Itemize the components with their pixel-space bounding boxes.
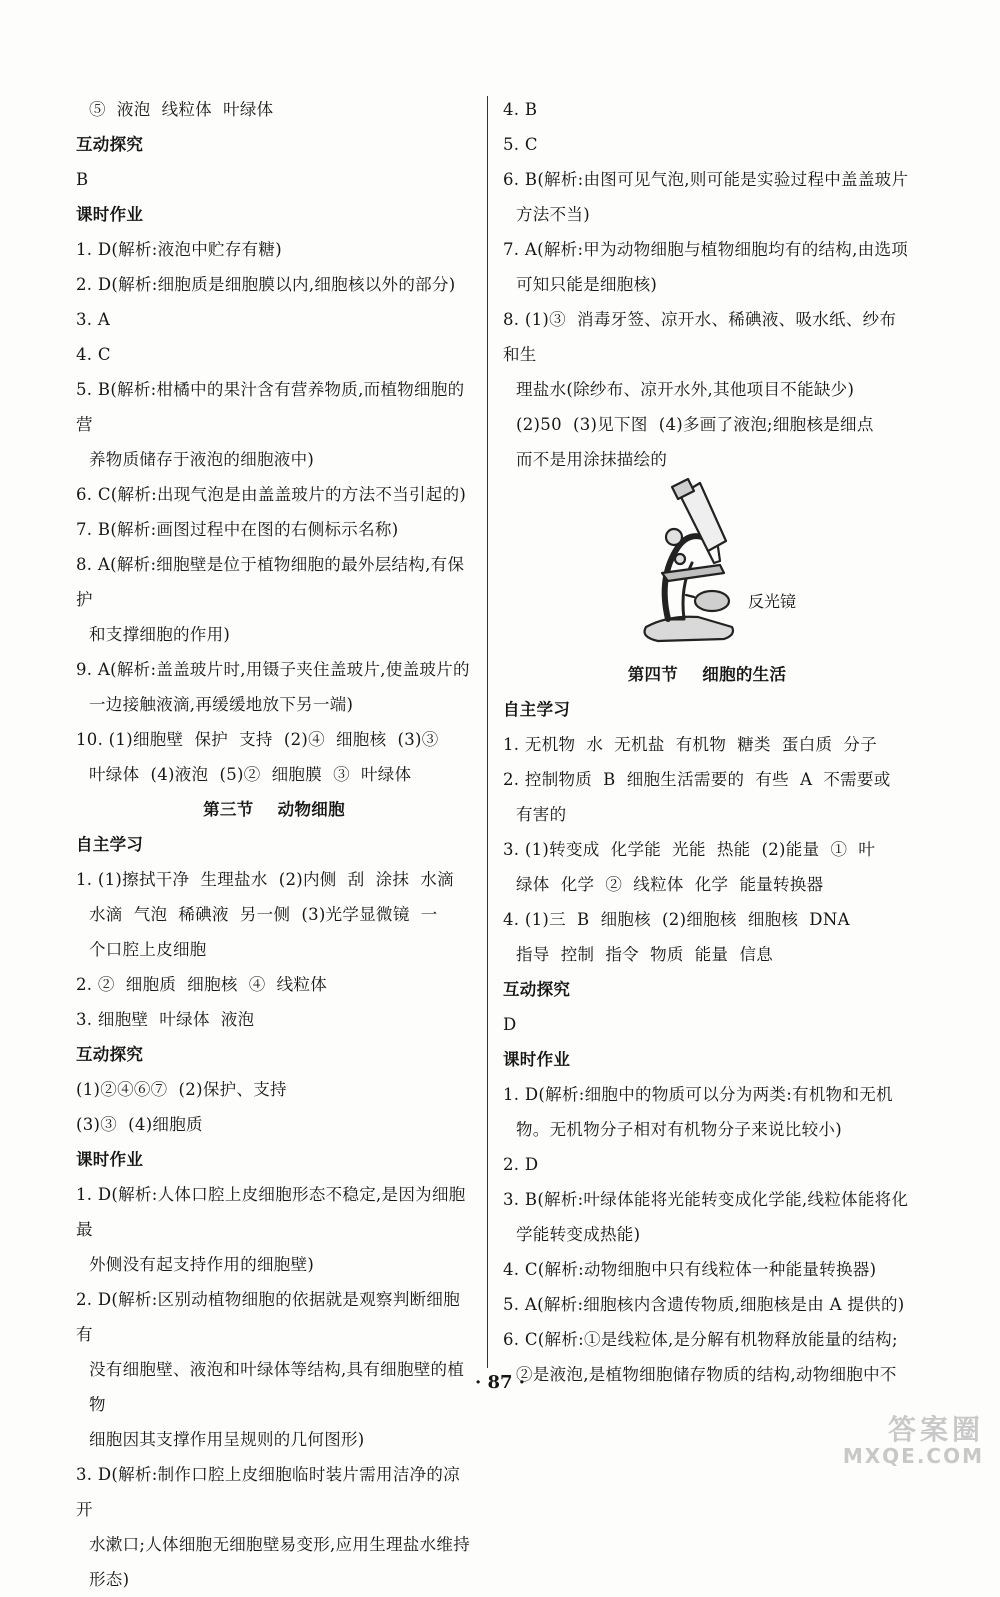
answer-line: 3. 细胞壁 叶绿体 液泡 <box>76 1010 255 1029</box>
page-number: · 87 · <box>474 1372 526 1393</box>
answer-line: 6. C(解析:①是线粒体,是分解有机物释放能量的结构; <box>503 1330 898 1349</box>
answer-line: 绿体 化学 ② 线粒体 化学 能量转换器 <box>516 875 824 894</box>
answer-line: 8. A(解析:细胞壁是位于植物细胞的最外层结构,有保护 <box>76 555 465 609</box>
answer-line: 4. C(解析:动物细胞中只有线粒体一种能量转换器) <box>503 1260 877 1279</box>
answer-line: 互动探究 <box>503 980 571 999</box>
answer-line: ②是液泡,是植物细胞储存物质的结构,动物细胞中不 <box>516 1365 897 1384</box>
answer-line: 5. B(解析:柑橘中的果汁含有营养物质,而植物细胞的营 <box>76 380 465 434</box>
answer-line: 课时作业 <box>76 1150 144 1169</box>
answer-line: 1. 无机物 水 无机盐 有机物 糖类 蛋白质 分子 <box>503 735 878 754</box>
answer-line: 6. C(解析:出现气泡是由盖盖玻片的方法不当引起的) <box>76 485 467 504</box>
answer-line: 5. C <box>503 135 538 154</box>
answer-line: D <box>503 1015 517 1034</box>
answer-line: 课时作业 <box>76 205 144 224</box>
answer-line: 第三节 动物细胞 <box>203 800 345 819</box>
answer-line: 10. (1)细胞壁 保护 支持 (2)④ 细胞核 (3)③ <box>76 730 439 749</box>
right-column <box>503 92 911 1392</box>
right-column-bottom <box>503 657 911 1392</box>
answer-line: 1. D(解析:液泡中贮存有糖) <box>76 240 282 259</box>
answer-line: 外侧没有起支持作用的细胞壁) <box>89 1255 315 1274</box>
answer-line: 和支撑细胞的作用) <box>89 625 231 644</box>
answer-line: 7. A(解析:甲为动物细胞与植物细胞均有的结构,由选项 <box>503 240 909 259</box>
answer-line: 指导 控制 指令 物质 能量 信息 <box>516 945 774 964</box>
answer-line: 6. B(解析:由图可见气泡,则可能是实验过程中盖盖玻片 <box>503 170 909 189</box>
answer-line: 9. A(解析:盖盖玻片时,用镊子夹住盖玻片,使盖玻片的 <box>76 660 470 679</box>
answer-line: 2. 控制物质 B 细胞生活需要的 有些 A 不需要或 <box>503 770 891 789</box>
answer-line: 没有细胞壁、液泡和叶绿体等结构,具有细胞壁的植物 <box>89 1360 465 1414</box>
answer-line: 2. D(解析:区别动植物细胞的依据就是观察判断细胞有 <box>76 1290 461 1344</box>
answer-line: 1. (1)擦拭干净 生理盐水 (2)内侧 刮 涂抹 水滴 <box>76 870 454 889</box>
column-divider <box>487 96 488 1368</box>
answer-line: B <box>76 170 89 189</box>
answer-line: 水漱口;人体细胞无细胞壁易变形,应用生理盐水维持 <box>89 1535 471 1554</box>
answer-line: 形态) <box>89 1570 130 1589</box>
answer-line: 1. D(解析:细胞中的物质可以分为两类:有机物和无机 <box>503 1085 893 1104</box>
answer-line: 4. (1)三 B 细胞核 (2)细胞核 细胞核 DNA <box>503 910 850 929</box>
answer-line: 第四节 细胞的生活 <box>627 665 787 684</box>
answer-line: 互动探究 <box>76 1045 144 1064</box>
microscope-figure <box>503 477 911 657</box>
answer-line: (3)③ (4)细胞质 <box>76 1115 203 1134</box>
answer-line: 细胞因其支撑作用呈规则的几何图形) <box>89 1430 365 1449</box>
answer-line: (1)②④⑥⑦ (2)保护、支持 <box>76 1080 287 1099</box>
answer-line: 互动探究 <box>76 135 144 154</box>
answer-line: 自主学习 <box>76 835 144 854</box>
watermark <box>812 1402 992 1472</box>
watermark-logo-text: 答案圈 <box>887 1413 984 1446</box>
answer-line: 方法不当) <box>516 205 590 224</box>
answer-line: 1. D(解析:人体口腔上皮细胞形态不稳定,是因为细胞最 <box>76 1185 466 1239</box>
answer-line: 5. A(解析:细胞核内含遗传物质,细胞核是由 A 提供的) <box>503 1295 905 1314</box>
answer-line: 有害的 <box>516 805 567 824</box>
answer-line: 一边接触液滴,再缓缓地放下另一端) <box>89 695 354 714</box>
answer-line: 养物质储存于液泡的细胞液中) <box>89 450 315 469</box>
answer-line: 课时作业 <box>503 1050 571 1069</box>
answer-line: 理盐水(除纱布、凉开水外,其他项目不能缺少) <box>516 380 855 399</box>
answer-line: 4. B <box>503 100 538 119</box>
right-column-top <box>503 92 911 477</box>
answer-line: ⑤ 液泡 线粒体 叶绿体 <box>89 100 274 119</box>
answer-line: 2. D <box>503 1155 539 1174</box>
answer-line: 3. A <box>76 310 111 329</box>
answer-line: 水滴 气泡 稀碘液 另一侧 (3)光学显微镜 一 <box>89 905 438 924</box>
answer-line: 学能转变成热能) <box>516 1225 641 1244</box>
answer-line: 叶绿体 (4)液泡 (5)② 细胞膜 ③ 叶绿体 <box>89 765 412 784</box>
answer-line: 3. (1)转变成 化学能 光能 热能 (2)能量 ① 叶 <box>503 840 876 859</box>
answer-line: 自主学习 <box>503 700 571 719</box>
answer-line: 7. B(解析:画图过程中在图的右侧标示名称) <box>76 520 399 539</box>
answer-line: 2. D(解析:细胞质是细胞膜以内,细胞核以外的部分) <box>76 275 456 294</box>
answer-line: 可知只能是细胞核) <box>516 275 658 294</box>
answer-line: 3. B(解析:叶绿体能将光能转变成化学能,线粒体能将化 <box>503 1190 909 1209</box>
answer-line: 2. ② 细胞质 细胞核 ④ 线粒体 <box>76 975 328 994</box>
answer-line: (2)50 (3)见下图 (4)多画了液泡;细胞核是细点 <box>516 415 874 434</box>
answer-line: 3. D(解析:制作口腔上皮细胞临时装片需用洁净的凉开 <box>76 1465 461 1519</box>
answer-line: 个口腔上皮细胞 <box>89 940 207 959</box>
answer-line: 8. (1)③ 消毒牙签、凉开水、稀碘液、吸水纸、纱布和生 <box>503 310 897 364</box>
microscope-icon <box>628 477 748 657</box>
answer-line: 物。无机物分子相对有机物分子来说比较小) <box>516 1120 842 1139</box>
answer-line: 而不是用涂抹描绘的 <box>516 450 668 469</box>
mirror-label: 反光镜 <box>748 592 797 611</box>
watermark-url: MXQE.COM <box>842 1444 984 1468</box>
answer-line: 4. C <box>76 345 111 364</box>
